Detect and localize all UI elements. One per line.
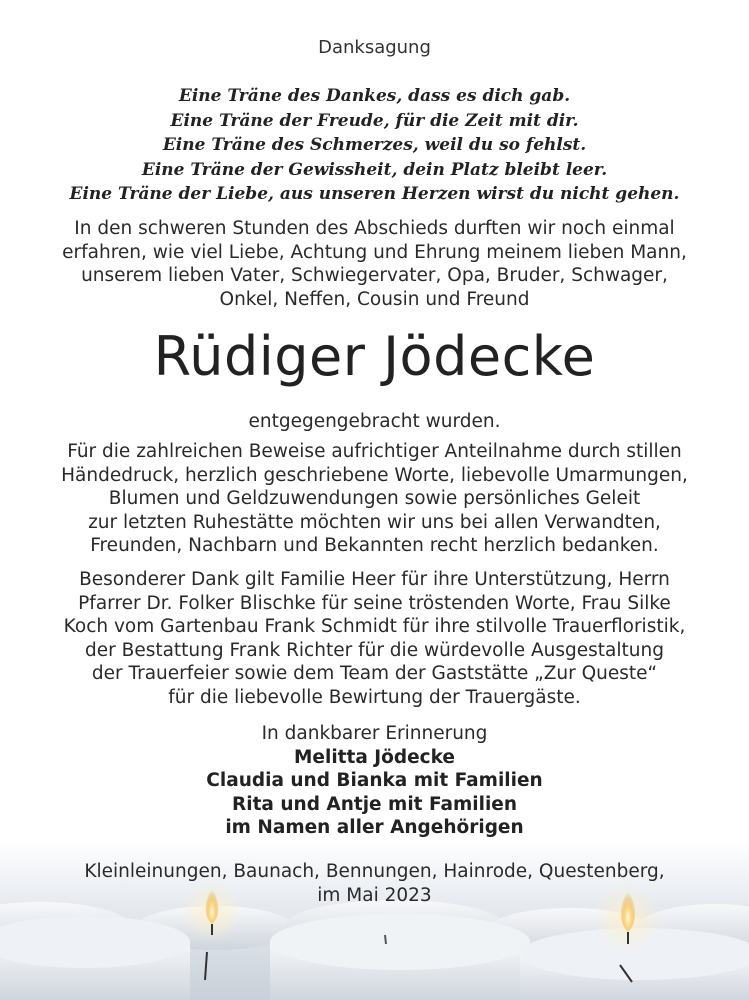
poem-line: Eine Träne des Dankes, dass es dich gab. <box>178 86 571 106</box>
thanks-line: zur letzten Ruhestätte möchten wir uns bei allen Verwandten, <box>88 511 661 533</box>
intro-line: In den schweren Stunden des Abschieds durften wir noch einmal <box>74 218 675 239</box>
special-thanks-line: der Trauerfeier sowie dem Team der Gaststätte „Zur Queste“ <box>91 663 658 684</box>
special-thanks-line: für die liebevolle Bewirtung der Trauergäste. <box>168 686 581 708</box>
after-name-line <box>20 410 729 434</box>
thanks-line: Händedruck, herzlich geschriebene Worte, liebevolle Umarmungen, <box>61 464 688 486</box>
poem-line: Eine Träne der Liebe, aus unseren Herzen wirst du nicht gehen. <box>69 184 680 204</box>
thanks-line: Freunden, Nachbarn und Bekannten recht herzlich bedanken. <box>90 535 659 556</box>
heading: Danksagung <box>318 37 431 58</box>
intro-paragraph <box>20 217 729 311</box>
special-thanks-line: Pfarrer Dr. Folker Blischke für seine tröstenden Worte, Frau Silke <box>78 592 671 614</box>
signoff <box>0 722 749 840</box>
thanks-line: Für die zahlreichen Beweise aufrichtiger Anteilnahme durch stillen <box>67 441 682 462</box>
special-thanks-line: Koch vom Gartenbau Frank Schmidt für ihre stilvolle Trauerfloristik, <box>63 616 686 637</box>
mourner-name: Rita und Antje mit Familien <box>232 793 517 815</box>
date-line: im Mai 2023 <box>317 884 432 906</box>
mourner-name: im Namen aller Angehörigen <box>225 817 524 838</box>
after-name-text: entgegengebracht wurden. <box>248 411 501 432</box>
deceased-name: Rüdiger Jödecke <box>153 325 596 388</box>
intro-line: unserem lieben Vater, Schwiegervater, Opa, Bruder, Schwager, <box>81 265 668 286</box>
mourner-name: Claudia und Bianka mit Familien <box>206 770 543 791</box>
places-line: Kleinleinungen, Baunach, Bennungen, Hainrode, Questenberg, <box>84 861 665 882</box>
mourner-name: Melitta Jödecke <box>294 746 455 768</box>
poem <box>0 84 749 207</box>
place-and-date <box>0 860 749 907</box>
poem-line: Eine Träne der Gewissheit, dein Platz bleibt leer. <box>141 159 608 180</box>
special-thanks-line: Besonderer Dank gilt Familie Heer für ihre Unterstützung, Herrn <box>79 569 670 590</box>
poem-line: Eine Träne der Freude, für die Zeit mit dir. <box>170 110 579 131</box>
signoff-intro: In dankbarer Erinnerung <box>261 723 488 744</box>
special-thanks-paragraph <box>20 568 729 709</box>
thanks-line: Blumen und Geldzuwendungen sowie persönliches Geleit <box>108 488 641 509</box>
special-thanks-line: der Bestattung Frank Richter für die würdevolle Ausgestaltung <box>85 639 664 661</box>
poem-line: Eine Träne des Schmerzes, weil du so fehlst. <box>162 135 587 155</box>
intro-line: Onkel, Neffen, Cousin und Freund <box>219 288 530 310</box>
thanks-paragraph <box>20 440 729 558</box>
intro-line: erfahren, wie viel Liebe, Achtung und Ehrung meinem lieben Mann, <box>62 241 687 263</box>
